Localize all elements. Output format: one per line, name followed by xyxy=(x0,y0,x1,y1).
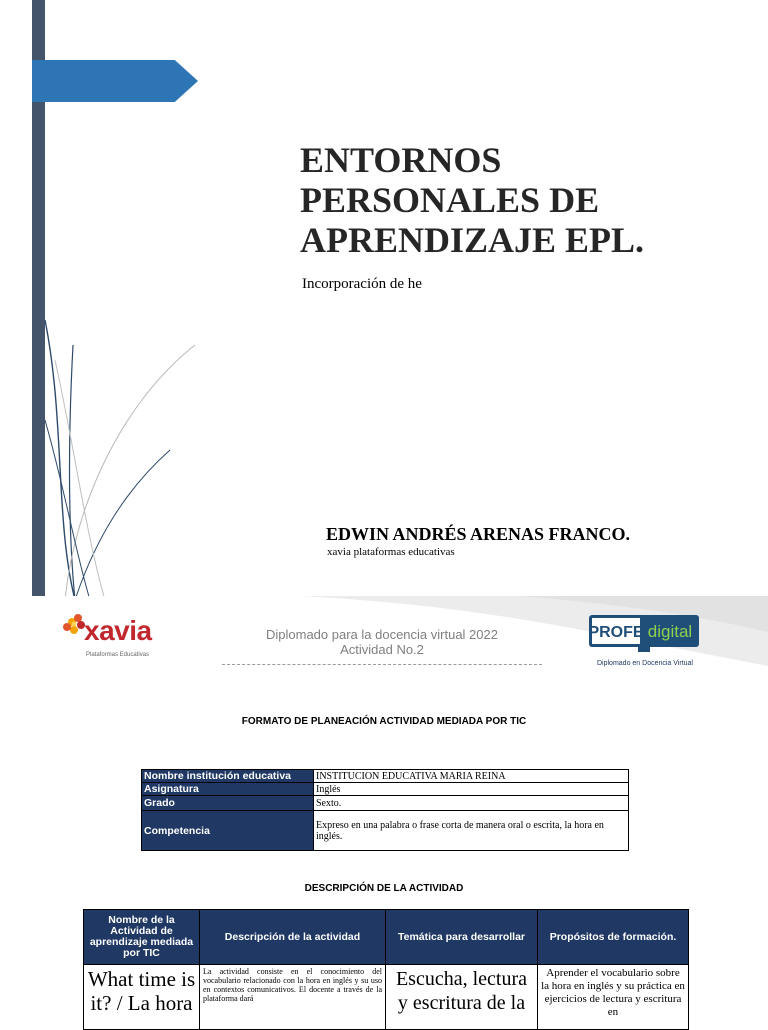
diploma-line-2: Actividad No.2 xyxy=(340,642,424,657)
diploma-line-1: Diplomado para la docencia virtual 2022 xyxy=(266,627,498,642)
organization-name: xavia plataformas educativas xyxy=(327,546,455,558)
column-header: Propósitos de formación. xyxy=(538,910,689,965)
decorative-lines xyxy=(45,300,205,596)
info-label: Nombre institución educativa xyxy=(142,770,314,783)
cover-arrow-tab xyxy=(32,60,198,102)
cover-title-line-3: APRENDIZAJE EPL. xyxy=(300,220,645,260)
info-value: Sexto. xyxy=(314,796,629,811)
diploma-heading xyxy=(222,627,542,657)
column-header: Descripción de la actividad xyxy=(200,910,386,965)
table-header-row xyxy=(84,910,689,965)
xavia-logo-text: xavia xyxy=(84,615,152,646)
table-row xyxy=(84,965,689,1030)
profe-digital-logo xyxy=(588,614,700,654)
cover-title xyxy=(300,140,644,260)
institution-info-table xyxy=(141,769,629,851)
xavia-tagline: Plataformas Educativas xyxy=(86,652,150,658)
cover-title-line-1: ENTORNOS xyxy=(300,140,502,180)
info-value: Expreso en una palabra o frase corta de manera oral o escrita, la hora en inglés. xyxy=(314,811,629,851)
table-row xyxy=(142,796,629,811)
activity-table xyxy=(83,909,689,1030)
profe-logo-right: digital xyxy=(647,622,693,641)
description-title: DESCRIPCIÓN DE LA ACTIVIDAD xyxy=(304,883,464,894)
activity-description-cell: La actividad consiste en el conocimiento del vocabulario relacionado con la hora en inglés y su uso en contextos comunicativos. El docente a través de la plataforma dará xyxy=(200,965,386,1030)
table-row xyxy=(142,811,629,851)
format-title: FORMATO DE PLANEACIÓN ACTIVIDAD MEDIADA POR TIC xyxy=(241,716,527,727)
activity-theme-cell: Escucha, lectura y escritura de la xyxy=(386,965,538,1030)
table-row xyxy=(142,783,629,796)
cover-subtitle: Incorporación de he xyxy=(302,276,422,292)
cover-title-line-2: PERSONALES DE xyxy=(300,180,600,220)
profe-logo-left: PROFE xyxy=(588,624,644,641)
profe-caption: Diplomado en Docencia Virtual xyxy=(597,660,693,667)
info-value: INSTITUCION EDUCATIVA MARIA REINA xyxy=(314,770,629,783)
diploma-rule xyxy=(222,664,542,665)
column-header: Nombre de la Actividad de aprendizaje mediada por TIC xyxy=(84,910,200,965)
info-label: Competencia xyxy=(142,811,314,851)
column-header: Temática para desarrollar xyxy=(386,910,538,965)
info-label: Asignatura xyxy=(142,783,314,796)
info-label: Grado xyxy=(142,796,314,811)
activity-purpose-cell: Aprender el vocabulario sobre la hora en inglés y su práctica en ejercicios de lectura y escritura en xyxy=(538,965,689,1030)
author-name: EDWIN ANDRÉS ARENAS FRANCO. xyxy=(326,524,631,544)
table-row xyxy=(142,770,629,783)
activity-name-cell: What time is it? / La hora xyxy=(84,965,200,1030)
info-value: Inglés xyxy=(314,783,629,796)
